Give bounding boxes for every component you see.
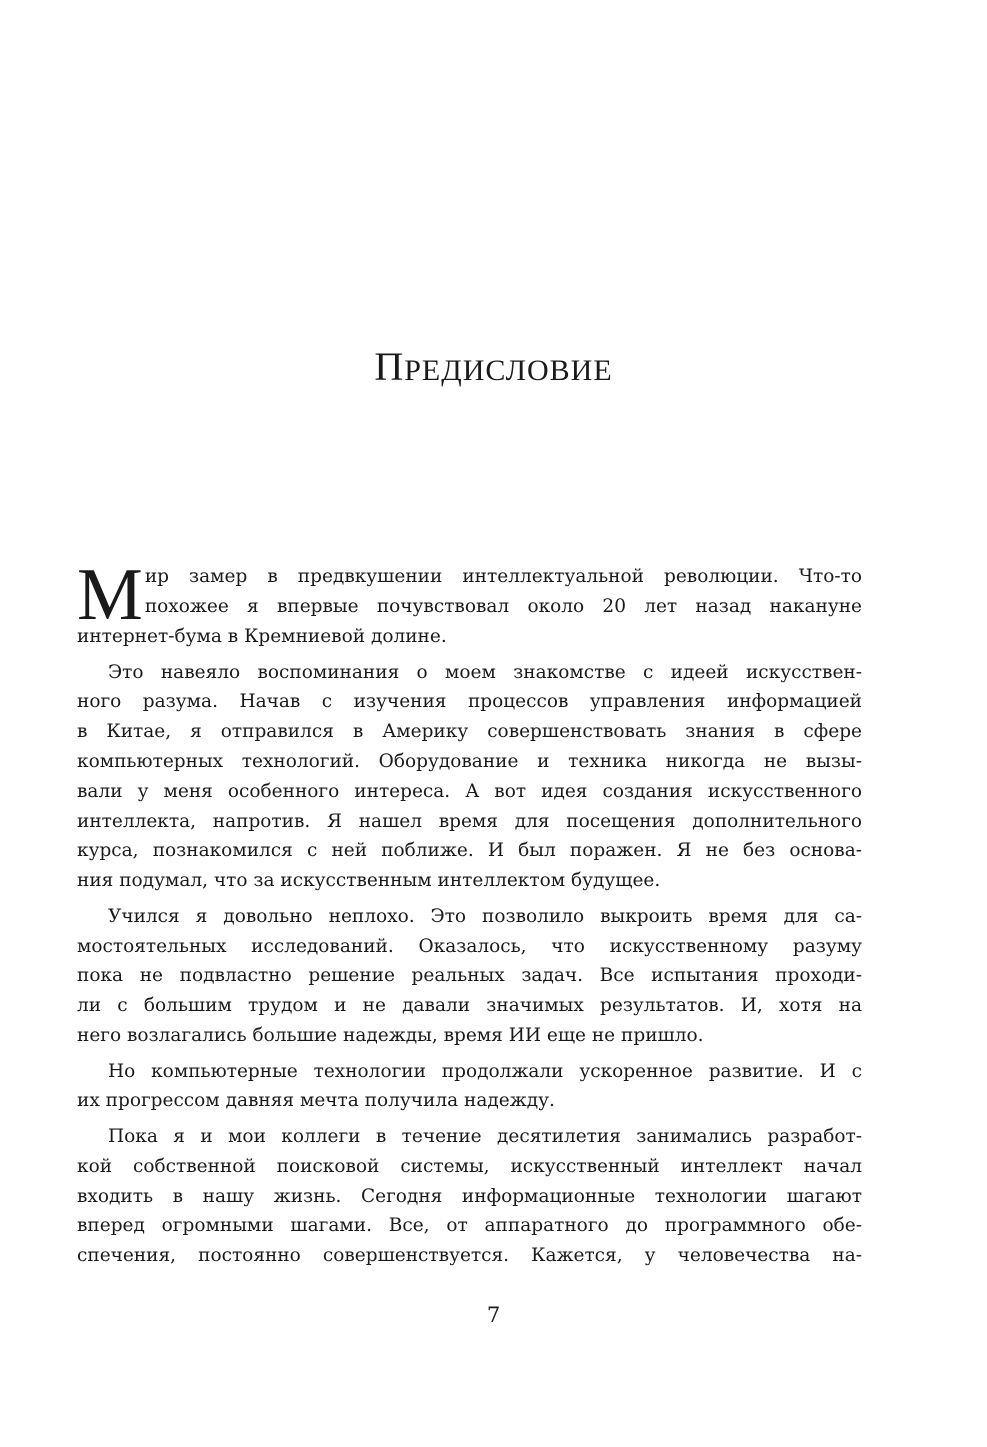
- text-line: компьютерных технологий. Оборудование и техника никогда не вызы-: [77, 750, 862, 772]
- chapter-title-rest: РЕДИСЛОВИЕ: [404, 354, 613, 387]
- text-line: Учился я довольно неплохо. Это позволило выкроить время для са-: [108, 905, 862, 927]
- text-line: интеллекта, напротив. Я нашел время для посещения дополнительного: [77, 810, 862, 832]
- text-line: интернет-бума в Кремниевой долине.: [77, 626, 447, 647]
- paragraph: [77, 1122, 862, 1271]
- text-line: пока не подвластно решение реальных задач. Все испытания проходи-: [77, 965, 862, 987]
- text-line: их прогрессом давняя мечта получила надежду.: [77, 1090, 555, 1112]
- text-line: вали у меня особенного интереса. А вот идея создания искусственного: [77, 780, 862, 802]
- text-line: спечения, постоянно совершенствуется. Кажется, у человечества на-: [77, 1245, 862, 1267]
- text-line: Пока я и мои коллеги в течение десятилетия занимались разработ-: [108, 1125, 862, 1147]
- text-line: Но компьютерные технологии продолжали ускоренное развитие. И с: [108, 1060, 862, 1082]
- text-line: входить в нашу жизнь. Сегодня информационные технологии шагают: [77, 1185, 862, 1207]
- text-line: него возлагались большие надежды, время ИИ еще не пришло.: [77, 1024, 704, 1046]
- body-text: [77, 554, 862, 1277]
- text-line: ного разума. Начав с изучения процессов управления информацией: [77, 691, 862, 713]
- text-line: в Китае, я отправился в Америку совершенствовать знания в сфере: [77, 721, 862, 743]
- text-line: мостоятельных исследований. Оказалось, что искусственному разуму: [77, 935, 862, 957]
- paragraph: [77, 658, 862, 896]
- chapter-title: [0, 343, 987, 390]
- text-line: похожее я впервые почувствовал около 20 лет назад накануне: [144, 595, 862, 617]
- drop-cap: М: [77, 554, 143, 636]
- chapter-title-initial: П: [374, 344, 405, 389]
- paragraph: [77, 1057, 862, 1117]
- text-line: Это навеяло воспоминания о моем знакомстве с идеей искусствен-: [108, 661, 862, 683]
- text-line: курса, познакомился с ней поближе. И был поражен. Я не без основа-: [77, 840, 862, 862]
- paragraph: [77, 554, 862, 652]
- text-line: ли с большим трудом и не давали значимых результатов. И, хотя на: [77, 995, 862, 1017]
- text-line: ния подумал, что за искусственным интеллектом будущее.: [77, 870, 661, 892]
- text-line: кой собственной поисковой системы, искусственный интеллект начал: [77, 1155, 862, 1177]
- paragraph: [77, 902, 862, 1051]
- page-number: 7: [486, 1303, 501, 1327]
- text-line: вперед огромными шагами. Все, от аппаратного до программного обе-: [77, 1215, 862, 1237]
- text-line: ир замер в предвкушении интеллектуальной революции. Что-то: [144, 566, 862, 587]
